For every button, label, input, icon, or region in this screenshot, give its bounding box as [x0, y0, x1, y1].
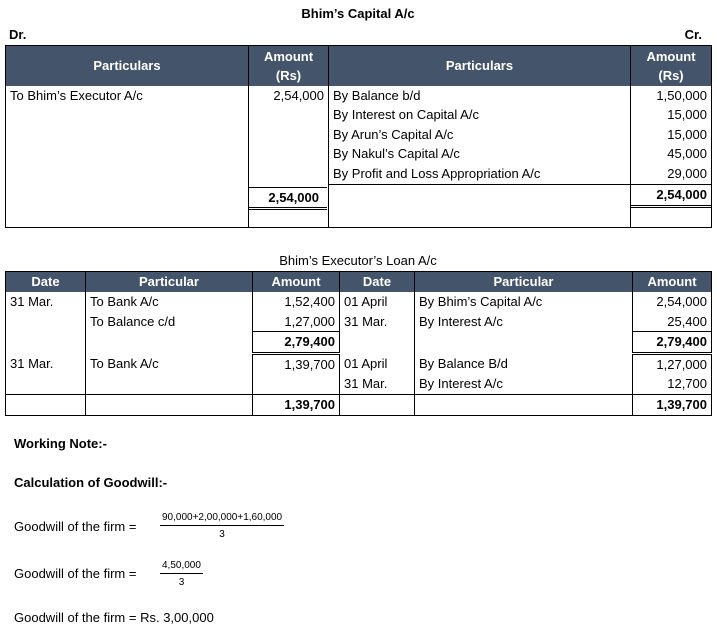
capital-header-particulars-dr: Particulars — [6, 46, 249, 86]
loan-cell: By Interest A/c — [415, 312, 633, 332]
loan-cell: 12,700 — [667, 376, 707, 392]
credit-particular-4: By Profit and Loss Appropriation A/c — [333, 165, 541, 181]
loan-header-amount-dr: Amount — [253, 272, 340, 292]
loan-cell: 31 Mar. — [6, 353, 86, 374]
loan-cell — [340, 332, 415, 354]
table-row — [6, 394, 712, 415]
credit-amount-4: 29,000 — [667, 165, 707, 181]
credit-label: Cr. — [684, 27, 702, 42]
loan-account-table — [5, 271, 712, 416]
loan-cell: By Bhim’s Capital A/c — [415, 292, 633, 312]
table-row — [6, 332, 712, 354]
fraction-2-denominator: 3 — [178, 577, 185, 588]
table-row — [6, 312, 712, 332]
capital-header-amount-cr — [631, 46, 712, 86]
goodwill-line-2-label: Goodwill of the firm = — [14, 566, 137, 581]
loan-cell: 1,39,700 — [253, 353, 340, 374]
loan-cell — [253, 374, 340, 394]
loan-subtotal-cr: 2,79,400 — [633, 332, 712, 354]
credit-particular-1: By Interest on Capital A/c — [333, 107, 479, 123]
loan-cell: 1,27,000 — [656, 356, 707, 372]
rs-label: (Rs) — [658, 67, 684, 83]
loan-cell: 01 April — [340, 292, 415, 312]
loan-cell — [415, 394, 633, 415]
capital-credit-amounts — [631, 86, 712, 228]
capital-debit-particulars — [6, 86, 249, 228]
rs-label: (Rs) — [275, 67, 302, 83]
loan-cell — [86, 374, 253, 394]
table-row — [6, 374, 712, 394]
credit-amount-3: 45,000 — [667, 146, 707, 162]
loan-header-amount-cr: Amount — [633, 272, 712, 292]
credit-particular-3: By Nakul’s Capital A/c — [333, 146, 460, 162]
goodwill-fraction-2 — [160, 560, 203, 588]
table-row — [6, 353, 712, 374]
capital-header-particulars-cr: Particulars — [329, 46, 631, 86]
loan-cell — [86, 332, 253, 354]
credit-particular-2: By Arun’s Capital A/c — [333, 126, 454, 142]
loan-cell: 31 Mar. — [340, 312, 415, 332]
loan-cell — [6, 332, 86, 354]
loan-cell: 31 Mar. — [6, 292, 86, 312]
table-row — [6, 292, 712, 312]
amount-label: Amount — [263, 48, 314, 64]
credit-amount-2: 15,000 — [667, 126, 707, 142]
working-note-heading: Working Note:- — [14, 436, 107, 451]
goodwill-calc-heading: Calculation of Goodwill:- — [14, 475, 168, 490]
loan-cell — [86, 394, 253, 415]
loan-cell: To Bank A/c — [86, 292, 253, 312]
loan-cell — [415, 332, 633, 354]
loan-total-cr: 1,39,700 — [656, 396, 707, 412]
loan-header-date-dr: Date — [6, 272, 86, 292]
loan-cell: 01 April — [340, 353, 415, 374]
loan-cell — [6, 374, 86, 394]
loan-cell: 1,27,000 — [253, 312, 340, 332]
loan-cell: To Bank A/c — [86, 353, 253, 374]
credit-amount-1: 15,000 — [667, 107, 707, 123]
loan-cell: 31 Mar. — [340, 374, 415, 394]
fraction-2-numerator: 4,50,000 — [160, 560, 203, 574]
loan-cell: To Balance c/d — [86, 312, 253, 332]
loan-cell — [340, 394, 415, 415]
debit-label: Dr. — [9, 27, 27, 42]
debit-particular-0: To Bhim’s Executor A/c — [10, 87, 143, 103]
loan-cell: By Interest A/c — [415, 374, 633, 394]
loan-cell — [6, 394, 86, 415]
goodwill-result: Goodwill of the firm = Rs. 3,00,000 — [14, 610, 214, 625]
loan-subtotal-dr: 2,79,400 — [253, 332, 340, 354]
loan-header-particular-dr: Particular — [86, 272, 253, 292]
loan-cell: 25,400 — [667, 313, 707, 329]
loan-account-title: Bhim’s Executor’s Loan A/c — [279, 253, 437, 268]
amount-label: Amount — [646, 48, 696, 64]
fraction-1-denominator: 3 — [219, 529, 225, 540]
capital-credit-particulars — [329, 86, 631, 228]
fraction-1-numerator: 90,000+2,00,000+1,60,000 — [160, 512, 284, 526]
capital-account-title: Bhim’s Capital A/c — [301, 6, 415, 21]
debit-amount-0: 2,54,000 — [273, 87, 324, 103]
credit-particular-0: By Balance b/d — [333, 87, 421, 103]
capital-header-amount-dr — [249, 46, 329, 86]
capital-account-table — [5, 45, 712, 228]
loan-header-particular-cr: Particular — [415, 272, 633, 292]
goodwill-fraction-1 — [160, 512, 284, 540]
credit-amount-0: 1,50,000 — [656, 87, 707, 103]
capital-total-cr: 2,54,000 — [631, 184, 711, 208]
loan-cell: 2,54,000 — [656, 293, 707, 309]
loan-header-date-cr: Date — [340, 272, 415, 292]
loan-cell: By Balance B/d — [415, 353, 633, 374]
loan-cell — [6, 312, 86, 332]
loan-total-dr: 1,39,700 — [253, 394, 340, 415]
capital-total-dr: 2,54,000 — [248, 187, 327, 210]
loan-cell: 1,52,400 — [253, 292, 340, 312]
goodwill-line-1-label: Goodwill of the firm = — [14, 519, 137, 534]
